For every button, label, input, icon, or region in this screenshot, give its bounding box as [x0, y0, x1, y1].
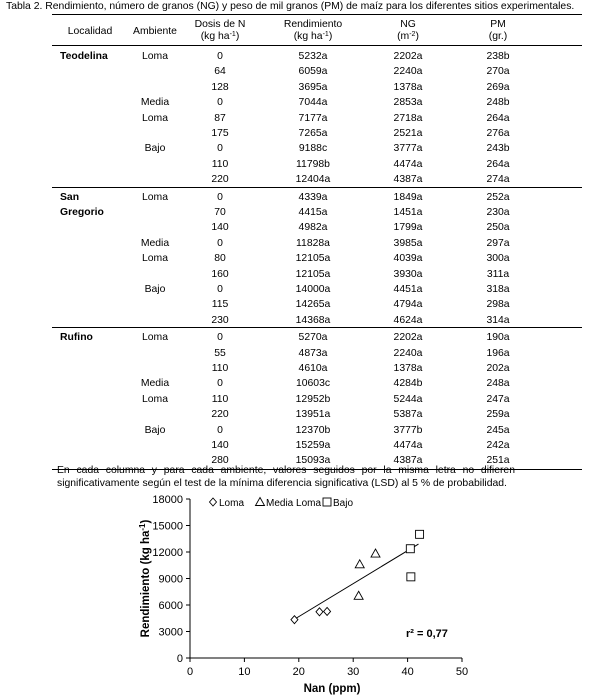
- cell-pm: 245a: [486, 424, 510, 436]
- cell-pm: 248a: [486, 378, 510, 390]
- cell-dosis: 64: [214, 66, 226, 78]
- cell-pm: 276a: [486, 128, 510, 139]
- y-tick-label: 15000: [152, 520, 183, 533]
- cell-ng: 4387a: [393, 174, 423, 186]
- cell-pm: 242a: [486, 440, 510, 451]
- cell-pm: 247a: [486, 393, 510, 405]
- cell-rendimiento: 9188c: [298, 143, 328, 155]
- cell-dosis: 0: [217, 424, 223, 436]
- cell-rendimiento: 12105a: [295, 253, 331, 265]
- cell-dosis: 160: [211, 268, 229, 280]
- ambiente-label: Loma: [142, 332, 168, 344]
- cell-ng: 3985a: [393, 237, 423, 249]
- header-ambiente: Ambiente: [133, 26, 177, 37]
- cell-ng: 3777b: [393, 424, 423, 436]
- data-point-square: [416, 530, 424, 538]
- cell-rendimiento: 5232a: [298, 51, 328, 62]
- cell-dosis: 0: [217, 191, 223, 203]
- cell-rendimiento: 14265a: [295, 299, 331, 311]
- cell-ng: 1378a: [393, 363, 423, 374]
- cell-rendimiento: 7044a: [298, 97, 328, 109]
- cell-ng: 2240a: [393, 66, 423, 78]
- cell-pm: 311a: [486, 268, 510, 280]
- cell-ng: 4474a: [393, 158, 423, 170]
- ambiente-label: Loma: [142, 253, 168, 265]
- cell-ng: 3930a: [393, 268, 423, 280]
- cell-dosis: 115: [211, 299, 229, 311]
- cell-rendimiento: 6059a: [298, 66, 328, 78]
- ambiente-label: Bajo: [144, 424, 166, 436]
- cell-rendimiento: 12105a: [295, 268, 331, 280]
- x-tick-label: 30: [347, 666, 360, 678]
- cell-pm: 264a: [486, 112, 510, 124]
- cell-dosis: 80: [214, 253, 226, 265]
- header-dosis-line2: (kg $ha^{-1}$): [200, 31, 240, 42]
- header-pm-line1: PM: [490, 19, 506, 30]
- table-caption: Tabla 2. Rendimiento, número de granos (NG) y peso de mil granos (PM) de maíz para los diferentes sitios experimentales.: [6, 1, 575, 12]
- cell-rendimiento: 11798b: [296, 158, 330, 170]
- cell-rendimiento: 12370b: [295, 424, 331, 436]
- y-tick-label: 6000: [158, 600, 183, 612]
- cell-pm: 297a: [486, 237, 510, 249]
- cell-dosis: 70: [214, 207, 226, 218]
- cell-rendimiento: 4982a: [298, 222, 328, 234]
- cell-rendimiento: 13951a: [295, 409, 331, 421]
- data-point-square: [407, 573, 415, 581]
- cell-pm: 243b: [486, 143, 510, 155]
- legend-label: Media Loma: [266, 498, 322, 509]
- x-tick-label: 10: [238, 666, 251, 678]
- cell-pm: 238b: [486, 51, 510, 62]
- cell-rendimiento: 7177a: [298, 112, 328, 124]
- data-point-diamond: [316, 608, 323, 616]
- cell-dosis: 140: [211, 222, 229, 234]
- cell-dosis: 0: [217, 332, 223, 344]
- cell-dosis: 220: [211, 174, 229, 186]
- localidad-label: Gregorio: [60, 207, 104, 218]
- data-point-triangle: [354, 591, 363, 599]
- legend-label: Bajo: [333, 498, 354, 509]
- ambiente-label: Bajo: [144, 143, 166, 155]
- cell-rendimiento: 4339a: [298, 191, 328, 203]
- data-point-triangle: [371, 549, 380, 557]
- cell-dosis: 140: [211, 440, 229, 451]
- cell-dosis: 87: [214, 112, 226, 124]
- x-tick-label: 20: [292, 666, 305, 678]
- cell-rendimiento: 15093a: [295, 455, 331, 467]
- cell-dosis: 0: [217, 237, 223, 249]
- cell-rendimiento: 7265a: [298, 128, 328, 139]
- cell-pm: 190a: [486, 332, 510, 344]
- cell-dosis: 175: [211, 128, 229, 139]
- header-dosis-line1: Dosis de N: [194, 19, 246, 30]
- cell-dosis: 110: [211, 158, 229, 170]
- cell-dosis: 0: [217, 97, 223, 109]
- cell-ng: 3777a: [393, 143, 423, 155]
- cell-pm: 251a: [486, 455, 510, 467]
- cell-rendimiento: 3695a: [298, 81, 328, 93]
- cell-dosis: 220: [211, 409, 229, 421]
- cell-dosis: 0: [217, 51, 223, 62]
- cell-pm: 269a: [486, 81, 510, 93]
- x-axis-title: Nan (ppm): [303, 683, 361, 695]
- y-tick-label: 12000: [152, 547, 183, 559]
- cell-ng: 1378a: [393, 81, 423, 93]
- cell-ng: 4624a: [393, 314, 423, 326]
- cell-ng: 4794a: [393, 299, 423, 311]
- header-rendimiento-line2: (kg $ha^{-1}$): [293, 31, 333, 42]
- table-footnote: En cada columna y para cada ambiente, valores seguidos por la misma letra no difieren significativamente según el test de la mínima diferencia significativa (LSD) al 5 % de probabilidad.: [57, 465, 515, 489]
- cell-ng: 2202a: [393, 332, 423, 344]
- ambiente-label: Media: [140, 237, 170, 249]
- x-tick-label: 0: [186, 666, 194, 678]
- cell-rendimiento: 12952b: [295, 393, 331, 405]
- legend-marker-triangle: [256, 498, 265, 506]
- cell-pm: 250a: [486, 222, 510, 234]
- cell-ng: 5244a: [393, 393, 423, 405]
- cell-pm: 270a: [486, 66, 510, 78]
- header-pm-line2: (gr.): [488, 31, 508, 42]
- cell-pm: 202a: [486, 363, 510, 374]
- cell-ng: 4474a: [393, 440, 423, 451]
- cell-dosis: 110: [211, 363, 229, 374]
- cell-ng: 1849a: [393, 191, 423, 203]
- cell-rendimiento: 4873a: [298, 347, 328, 359]
- header-ng-line2: $(m^{-2})$: [397, 31, 419, 42]
- cell-pm: 248b: [486, 97, 510, 109]
- cell-dosis: 280: [211, 455, 229, 467]
- cell-pm: 274a: [486, 174, 510, 186]
- header-localidad: Localidad: [67, 26, 113, 37]
- cell-rendimiento: 14000a: [295, 284, 331, 295]
- y-tick-label: 9000: [158, 573, 183, 586]
- localidad-label: Rufino: [60, 332, 93, 344]
- cell-dosis: 0: [217, 143, 223, 155]
- cell-rendimiento: 4610a: [298, 363, 328, 374]
- cell-ng: 4284b: [393, 378, 423, 390]
- cell-pm: 318a: [486, 284, 510, 295]
- cell-dosis: 55: [214, 347, 226, 359]
- cell-rendimiento: 15259a: [295, 440, 331, 451]
- cell-pm: 314a: [486, 314, 510, 326]
- ambiente-label: Media: [140, 97, 170, 109]
- cell-dosis: 0: [217, 284, 223, 295]
- cell-ng: 5387a: [393, 409, 423, 421]
- x-tick-label: 40: [401, 666, 414, 678]
- ambiente-label: Bajo: [144, 284, 166, 295]
- cell-pm: 196a: [486, 347, 510, 359]
- cell-dosis: 230: [211, 314, 229, 326]
- legend-marker-square: [323, 498, 331, 506]
- cell-pm: 259a: [486, 409, 510, 421]
- cell-rendimiento: 10603c: [295, 378, 331, 390]
- cell-rendimiento: 12404a: [295, 174, 331, 186]
- localidad-label: Teodelina: [60, 51, 108, 62]
- cell-dosis: 128: [211, 81, 229, 93]
- data-point-square: [406, 545, 414, 553]
- y-tick-label: 3000: [158, 626, 183, 639]
- cell-pm: 300a: [486, 253, 510, 265]
- cell-pm: 264a: [486, 158, 510, 170]
- cell-rendimiento: 5270a: [298, 332, 328, 344]
- cell-ng: 1799a: [393, 222, 423, 234]
- cell-rendimiento: 4415a: [298, 207, 328, 218]
- ambiente-label: Loma: [142, 51, 168, 62]
- x-tick-label: 50: [455, 666, 469, 678]
- data-point-diamond: [291, 616, 298, 624]
- header-ng-line1: NG: [400, 19, 416, 30]
- cell-ng: 1451a: [393, 207, 423, 218]
- ambiente-label: Media: [140, 378, 170, 390]
- cell-pm: 252a: [486, 191, 510, 203]
- y-tick-label: 0: [176, 653, 183, 665]
- r-squared-annotation: r² = 0,77: [406, 628, 448, 640]
- cell-ng: 2853a: [393, 97, 423, 109]
- legend-label: Loma: [219, 498, 245, 509]
- cell-dosis: 0: [217, 378, 223, 390]
- cell-rendimiento: 11828a: [296, 237, 330, 249]
- cell-ng: 2202a: [393, 51, 423, 62]
- y-tick-label: 18000: [152, 494, 183, 506]
- cell-dosis: 110: [211, 393, 229, 405]
- y-axis-title: Rendimiento (kg $ha^{-1}$): [138, 519, 152, 638]
- cell-ng: 4387a: [393, 455, 423, 467]
- cell-rendimiento: 14368a: [295, 314, 331, 326]
- header-rendimiento-line1: Rendimiento: [283, 19, 343, 30]
- cell-ng: 4451a: [393, 284, 423, 295]
- cell-ng: 4039a: [393, 253, 423, 265]
- cell-ng: 2240a: [393, 347, 423, 359]
- trend-line: [296, 544, 418, 618]
- cell-ng: 2521a: [393, 128, 423, 139]
- ambiente-label: Loma: [142, 112, 168, 124]
- data-point-triangle: [355, 560, 364, 568]
- legend-marker-diamond: [210, 498, 217, 506]
- cell-ng: 2718a: [393, 112, 423, 124]
- ambiente-label: Loma: [142, 393, 168, 405]
- cell-pm: 230a: [486, 207, 510, 218]
- data-point-diamond: [324, 607, 331, 615]
- cell-pm: 298a: [486, 299, 510, 311]
- ambiente-label: Loma: [142, 191, 168, 203]
- localidad-label: San: [60, 191, 80, 203]
